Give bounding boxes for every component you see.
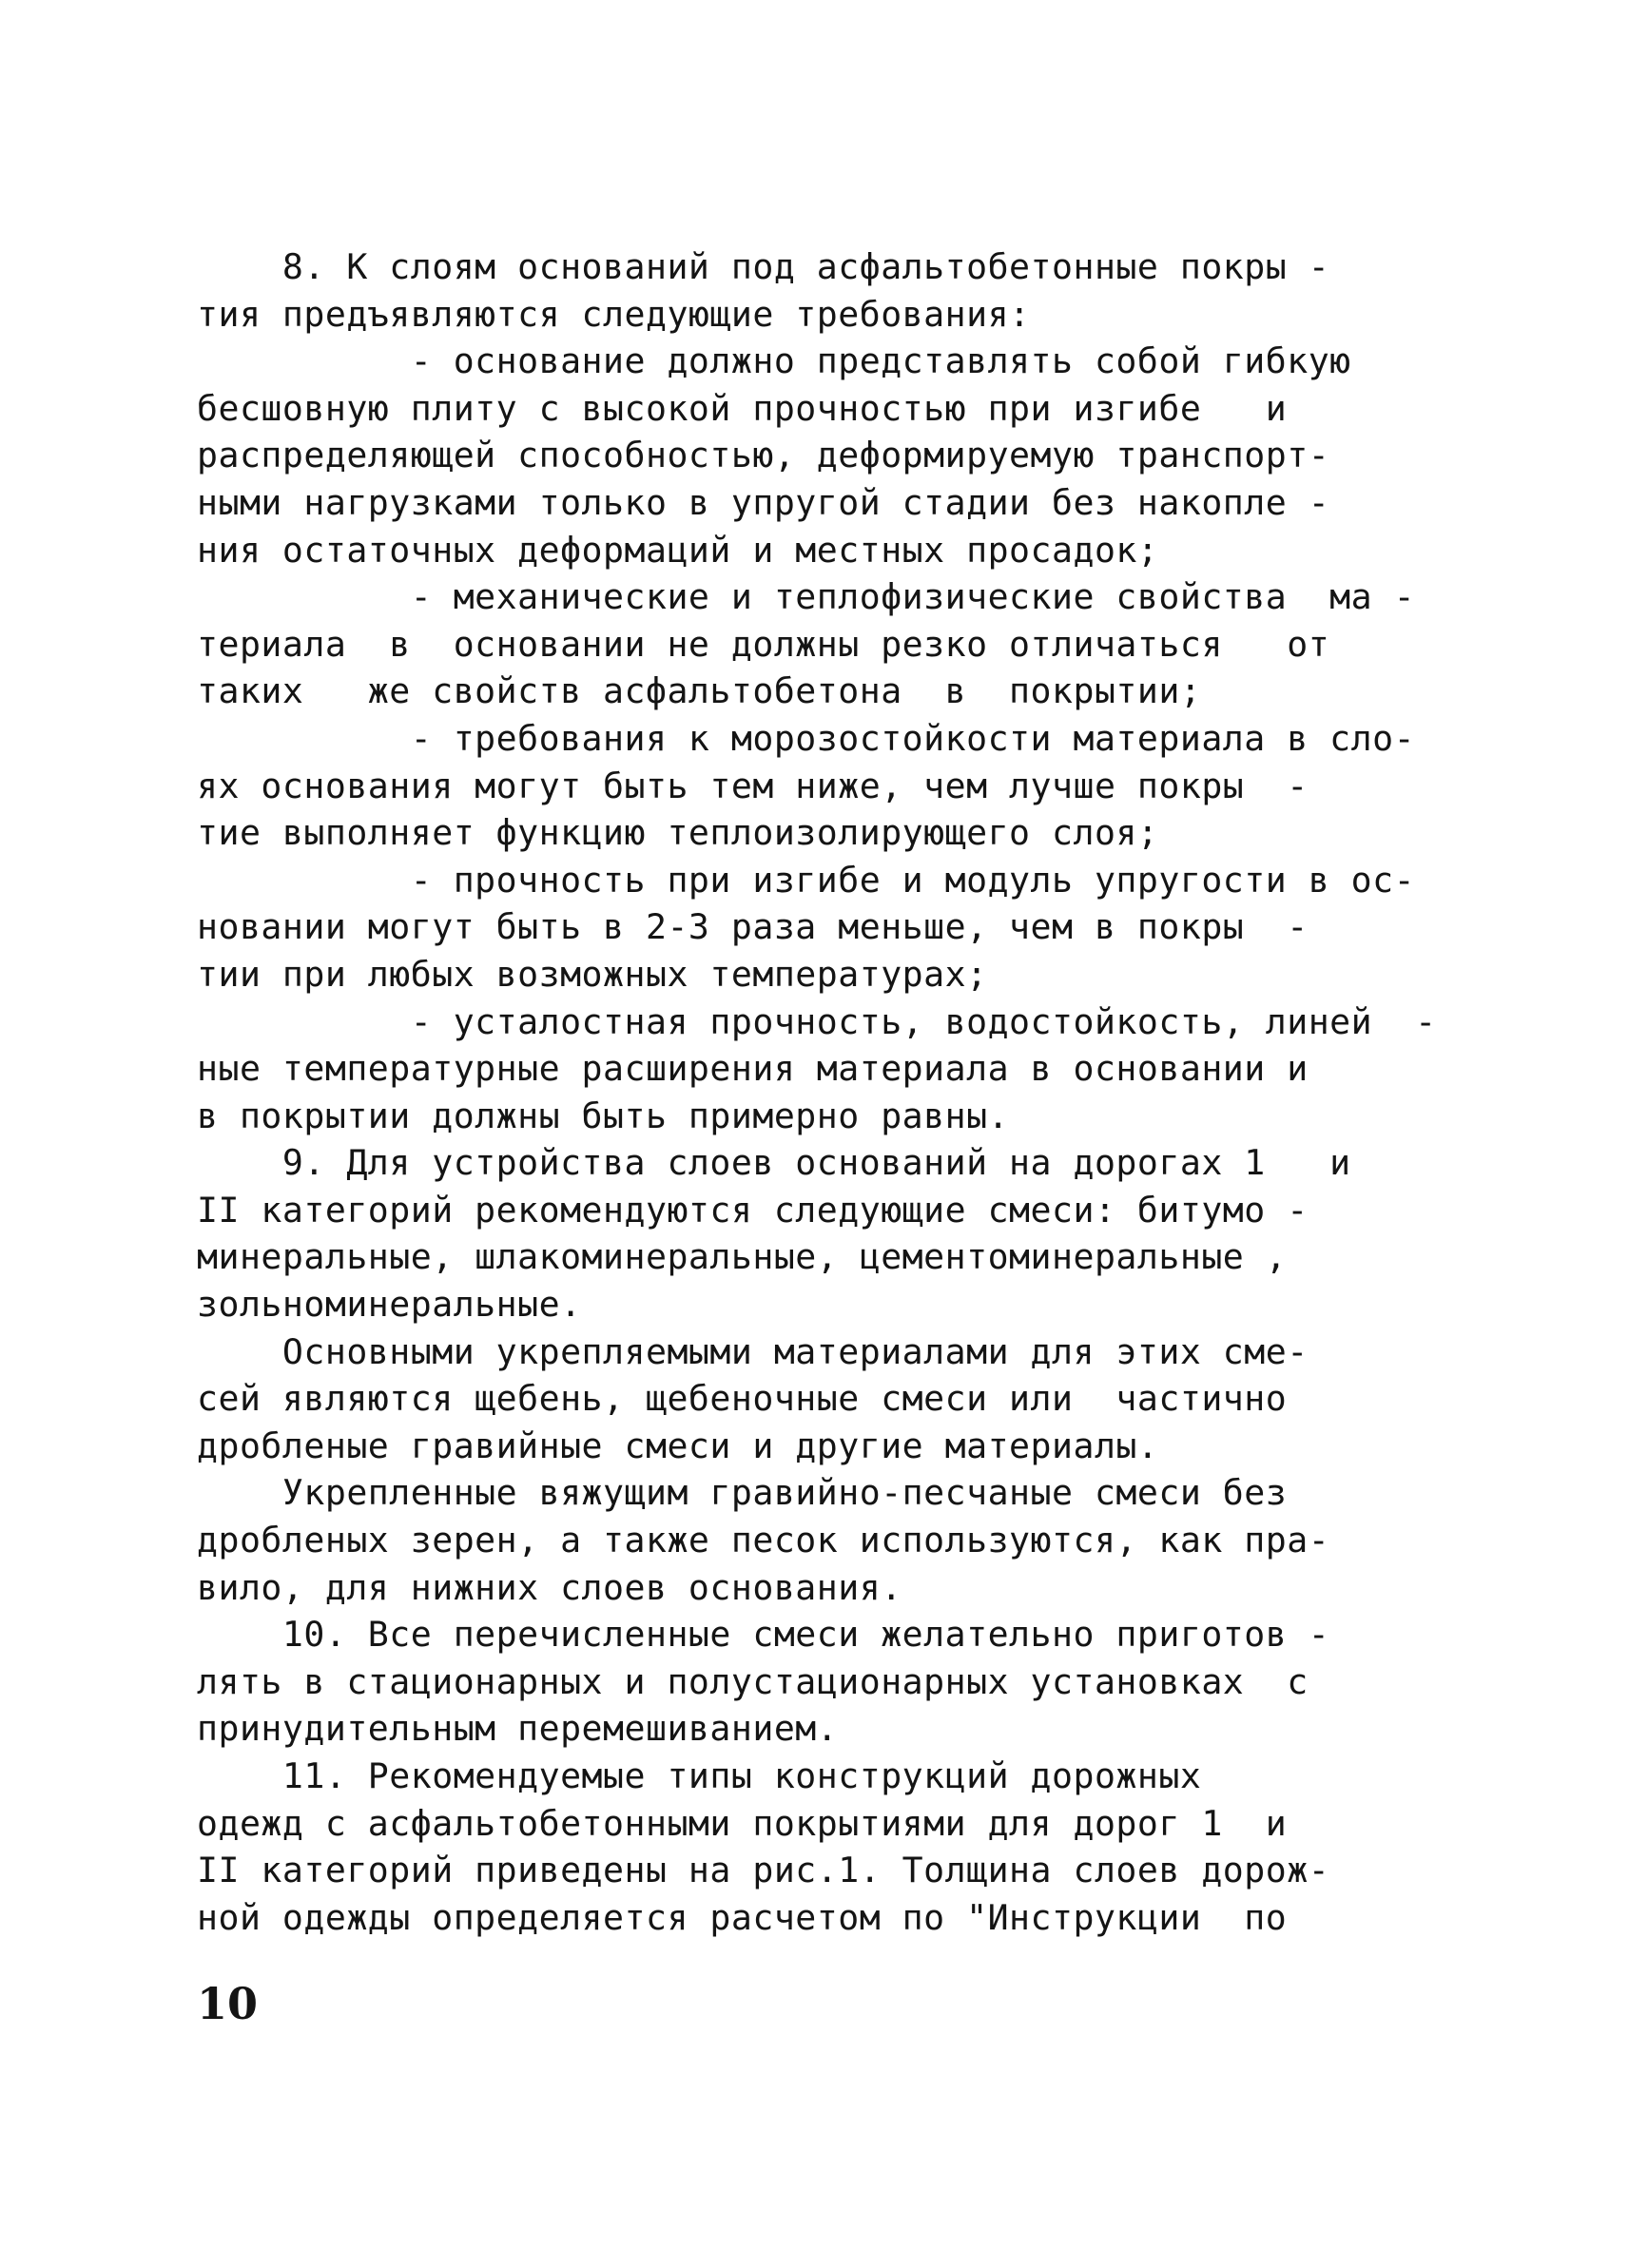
text-line: лять в стационарных и полустационарных установках с bbox=[197, 1660, 1309, 1702]
text-line: вило, для нижних слоев основания. bbox=[197, 1566, 902, 1608]
text-line: одежд с асфальтобетонными покрытиями для дорог 1 и bbox=[197, 1802, 1288, 1844]
text-line: тие выполняет функцию теплоизолирующего слоя; bbox=[197, 812, 1159, 854]
text-line: Основными укрепляемыми материалами для этих сме- bbox=[197, 1330, 1309, 1372]
text-line: дробленых зерен, а также песок используются, как пра- bbox=[197, 1520, 1330, 1561]
text-line: дробленые гравийные смеси и другие материалы. bbox=[197, 1425, 1159, 1466]
text-line: ния остаточных деформаций и местных просадок; bbox=[197, 529, 1159, 571]
text-line: ной одежды определяется расчетом по "Инструкции по bbox=[197, 1896, 1288, 1938]
text-line: - прочность при изгибе и модуль упругости в ос- bbox=[197, 859, 1416, 901]
text-line: - основание должно представлять собой гибкую bbox=[197, 340, 1351, 382]
text-line: 8. К слоям оснований под асфальтобетонные покры - bbox=[197, 246, 1330, 287]
text-line: бесшовную плиту с высокой прочностью при изгибе и bbox=[197, 387, 1288, 429]
text-line: минеральные, шлакоминеральные, цементоминеральные , bbox=[197, 1236, 1288, 1278]
text-line: в покрытии должны быть примерно равны. bbox=[197, 1095, 1010, 1136]
text-line: 9. Для устройства слоев оснований на дорогах 1 и bbox=[197, 1142, 1351, 1184]
text-line: таких же свойств асфальтобетона в покрытии; bbox=[197, 670, 1202, 712]
text-line: тия предъявляются следующие требования: bbox=[197, 293, 1031, 335]
text-line: зольноминеральные. bbox=[197, 1284, 582, 1326]
text-line: - усталостная прочность, водостойкость, линей - bbox=[197, 1000, 1437, 1042]
text-line: ях основания могут быть тем ниже, чем лучше покры - bbox=[197, 765, 1309, 806]
text-line: ные температурные расширения материала в основании и bbox=[197, 1048, 1309, 1090]
text-line: - требования к морозостойкости материала в сло- bbox=[197, 717, 1416, 759]
text-line: новании могут быть в 2-3 раза меньше, чем в покры - bbox=[197, 906, 1309, 948]
text-line: 10. Все перечисленные смеси желательно приготов - bbox=[197, 1614, 1330, 1656]
text-line: териала в основании не должны резко отличаться от bbox=[197, 623, 1330, 665]
page-number: 10 bbox=[197, 1978, 259, 2029]
text-line: сей являются щебень, щебеночные смеси или частично bbox=[197, 1378, 1288, 1420]
text-line: Укрепленные вяжущим гравийно-песчаные смеси без bbox=[197, 1472, 1288, 1514]
text-line: - механические и теплофизические свойства ма - bbox=[197, 576, 1416, 618]
text-line: распределяющей способностью, деформируемую транспорт- bbox=[197, 435, 1330, 476]
text-line: II категорий рекомендуются следующие смеси: битумо - bbox=[197, 1189, 1309, 1231]
text-line: II категорий приведены на рис.1. Толщина слоев дорож- bbox=[197, 1850, 1330, 1891]
body-text bbox=[197, 243, 1437, 1941]
text-line: тии при любых возможных температурах; bbox=[197, 953, 988, 995]
text-line: 11. Рекомендуемые типы конструкций дорожных bbox=[197, 1755, 1202, 1796]
text-line: ными нагрузками только в упругой стадии без накопле - bbox=[197, 481, 1330, 523]
text-line: принудительным перемешиванием. bbox=[197, 1708, 839, 1750]
